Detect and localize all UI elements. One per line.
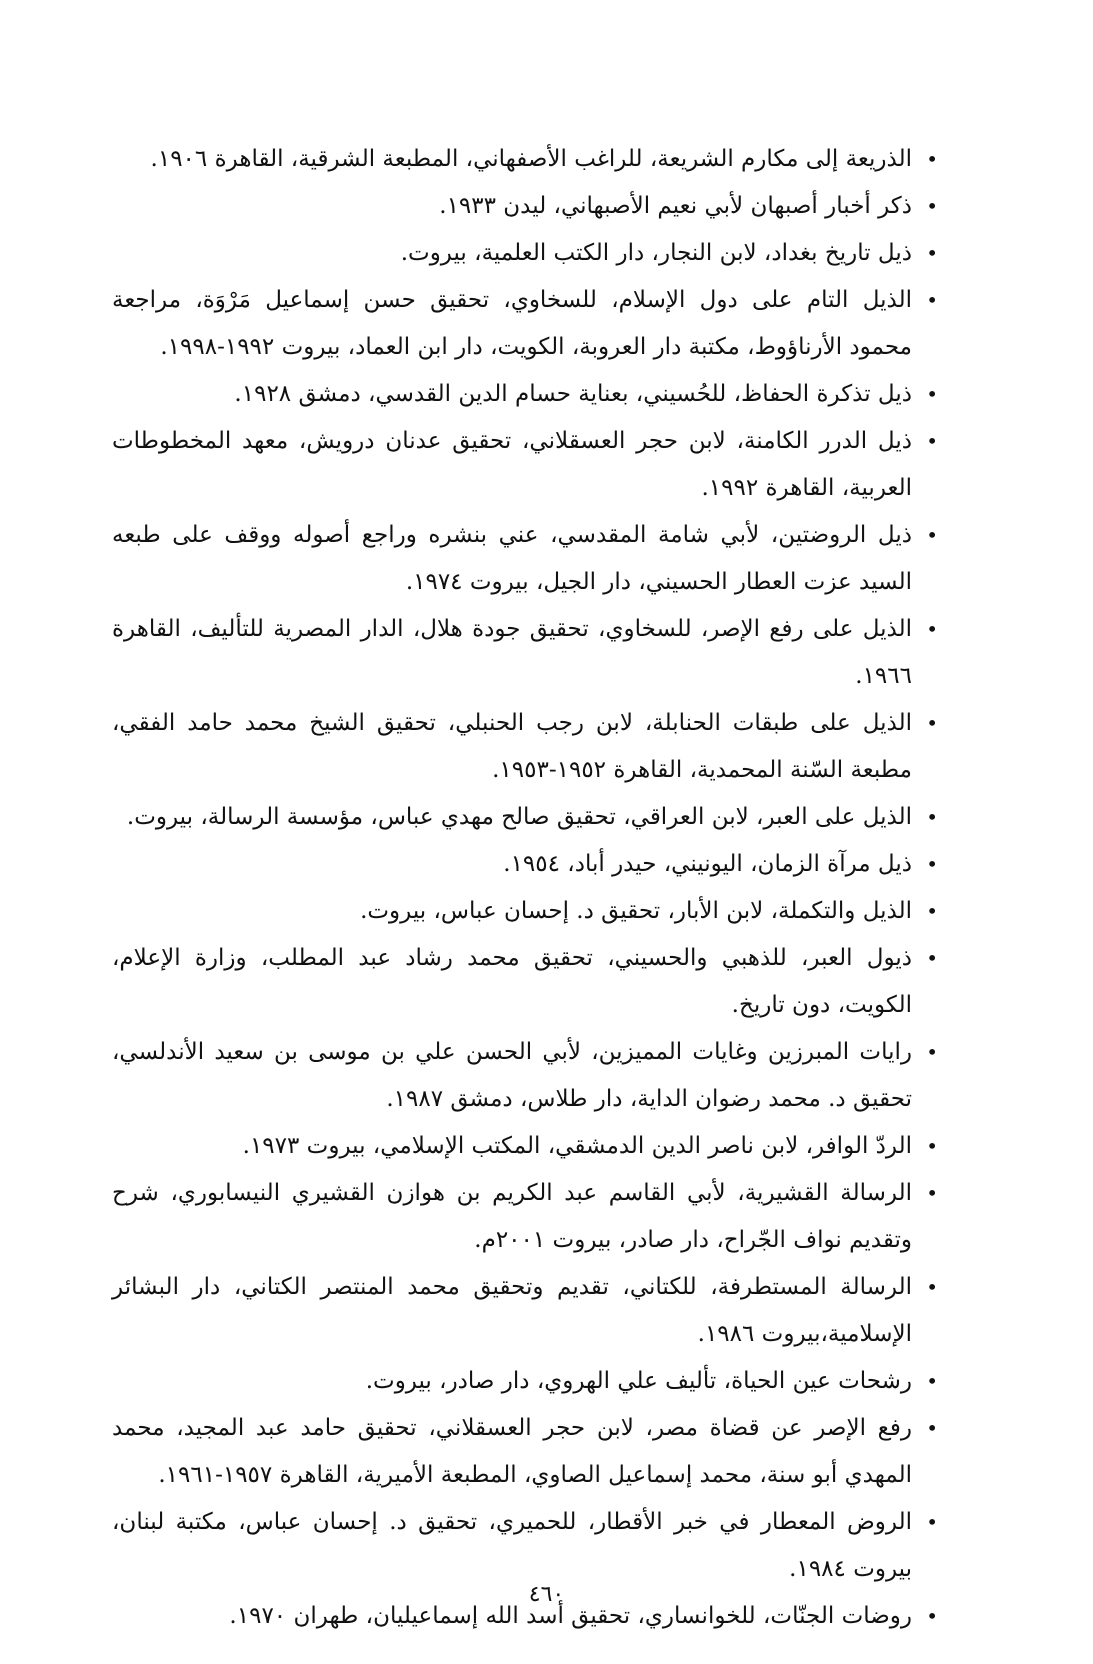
bullet-icon: •: [926, 805, 938, 829]
entry-text: رشحات عين الحياة، تأليف علي الهروي، دار صادر، بيروت.: [365, 1368, 912, 1394]
entry-text: رايات المبرزين وغايات المميزين، لأبي الحسن علي بن موسى بن سعيد الأندلسي، تحقيق د. محمد رضوان الداية، دار طلاس، دمشق ١٩٨٧.: [112, 1039, 912, 1112]
bibliography-entry: [112, 606, 938, 700]
bibliography-entry: [112, 418, 938, 512]
bullet-icon: •: [926, 147, 938, 171]
bullet-icon: •: [926, 194, 938, 218]
bibliography-entry: [112, 888, 938, 935]
bullet-icon: •: [926, 1275, 938, 1299]
entry-text: الذريعة إلى مكارم الشريعة، للراغب الأصفهاني، المطبعة الشرقية، القاهرة ١٩٠٦.: [150, 146, 912, 172]
bibliography-entry: [112, 935, 938, 1029]
bullet-icon: •: [926, 617, 938, 641]
bullet-icon: •: [926, 1181, 938, 1205]
bibliography-entry: [112, 277, 938, 371]
bullet-icon: •: [926, 1604, 938, 1628]
entry-text: الردّ الوافر، لابن ناصر الدين الدمشقي، المكتب الإسلامي، بيروت ١٩٧٣.: [242, 1133, 912, 1159]
entry-text: ذيل تاريخ بغداد، لابن النجار، دار الكتب العلمية، بيروت.: [400, 240, 912, 266]
entry-text: الرسالة القشيرية، لأبي القاسم عبد الكريم بن هوازن القشيري النيسابوري، شرح وتقديم نواف الجّراح، دار صادر، بيروت ٢٠٠١م.: [112, 1180, 912, 1253]
bibliography-entry: [112, 512, 938, 606]
bibliography-entry: [112, 1264, 938, 1358]
entry-text: ذيل مرآة الزمان، اليونيني، حيدر أباد، ١٩٥٤.: [503, 851, 912, 877]
bullet-icon: •: [926, 382, 938, 406]
bullet-icon: •: [926, 1510, 938, 1534]
entry-text: الرسالة المستطرفة، للكتاني، تقديم وتحقيق محمد المنتصر الكتاني، دار البشائر الإسلامية،بيروت ١٩٨٦.: [112, 1274, 912, 1347]
entry-text: الروض المعطار في خبر الأقطار، للحميري، تحقيق د. إحسان عباس، مكتبة لبنان، بيروت ١٩٨٤.: [112, 1509, 912, 1582]
bibliography-entry: [112, 1123, 938, 1170]
bibliography-entry: [112, 136, 938, 183]
page-number: ٤٦٠: [528, 1582, 565, 1607]
bibliography-entry: [112, 1170, 938, 1264]
bibliography-entry: [112, 1499, 938, 1593]
bibliography-entry: [112, 1029, 938, 1123]
bibliography-entry: [112, 841, 938, 888]
entry-text: الذيل التام على دول الإسلام، للسخاوي، تحقيق حسن إسماعيل مَرْوَة، مراجعة محمود الأرناؤوط، مكتبة دار العروبة، الكويت، دار ابن العماد، بيروت ١٩٩٢-١٩٩٨.: [112, 287, 912, 360]
bullet-icon: •: [926, 946, 938, 970]
entry-text: ذكر أخبار أصبهان لأبي نعيم الأصبهاني، ليدن ١٩٣٣.: [439, 193, 912, 219]
entry-text: الذيل على طبقات الحنابلة، لابن رجب الحنبلي، تحقيق الشيخ محمد حامد الفقي، مطبعة السّنة المحمدية، القاهرة ١٩٥٢-١٩٥٣.: [112, 710, 912, 783]
entry-text: رفع الإصر عن قضاة مصر، لابن حجر العسقلاني، تحقيق حامد عبد المجيد، محمد المهدي أبو سنة، محمد إسماعيل الصاوي، المطبعة الأميرية، القاهرة ١٩٥٧-١٩٦١.: [112, 1415, 912, 1488]
entry-text: الذيل والتكملة، لابن الأبار، تحقيق د. إحسان عباس، بيروت.: [360, 898, 912, 924]
bibliography-entry: [112, 1358, 938, 1405]
bullet-icon: •: [926, 1040, 938, 1064]
bullet-icon: •: [926, 1369, 938, 1393]
bibliography-list: [112, 136, 938, 1640]
bullet-icon: •: [926, 241, 938, 265]
bibliography-entry: [112, 794, 938, 841]
bibliography-entry: [112, 230, 938, 277]
entry-text: روضات الجنّات، للخوانساري، تحقيق أسد الله إسماعيليان، طهران ١٩٧٠.: [229, 1603, 912, 1629]
entry-text: الذيل على العبر، لابن العراقي، تحقيق صالح مهدي عباس، مؤسسة الرسالة، بيروت.: [126, 804, 912, 830]
entry-text: ذيل الدرر الكامنة، لابن حجر العسقلاني، تحقيق عدنان درويش، معهد المخطوطات العربية، القاهرة ١٩٩٢.: [112, 428, 912, 501]
bibliography-entry: [112, 1405, 938, 1499]
bullet-icon: •: [926, 288, 938, 312]
bullet-icon: •: [926, 429, 938, 453]
bullet-icon: •: [926, 711, 938, 735]
bibliography-entry: [112, 183, 938, 230]
bibliography-entry: [112, 700, 938, 794]
entry-text: ذيل الروضتين، لأبي شامة المقدسي، عني بنشره وراجع أصوله ووقف على طبعه السيد عزت العطار الحسيني، دار الجيل، بيروت ١٩٧٤.: [112, 522, 912, 595]
entry-text: ذيول العبر، للذهبي والحسيني، تحقيق محمد رشاد عبد المطلب، وزارة الإعلام، الكويت، دون تاريخ.: [112, 945, 912, 1018]
bullet-icon: •: [926, 523, 938, 547]
bullet-icon: •: [926, 1134, 938, 1158]
bullet-icon: •: [926, 1416, 938, 1440]
bullet-icon: •: [926, 899, 938, 923]
bibliography-entry: [112, 371, 938, 418]
entry-text: الذيل على رفع الإصر، للسخاوي، تحقيق جودة هلال، الدار المصرية للتأليف، القاهرة ١٩٦٦.: [112, 616, 912, 689]
entry-text: ذيل تذكرة الحفاظ، للحُسيني، بعناية حسام الدين القدسي، دمشق ١٩٢٨.: [234, 381, 912, 407]
bullet-icon: •: [926, 852, 938, 876]
